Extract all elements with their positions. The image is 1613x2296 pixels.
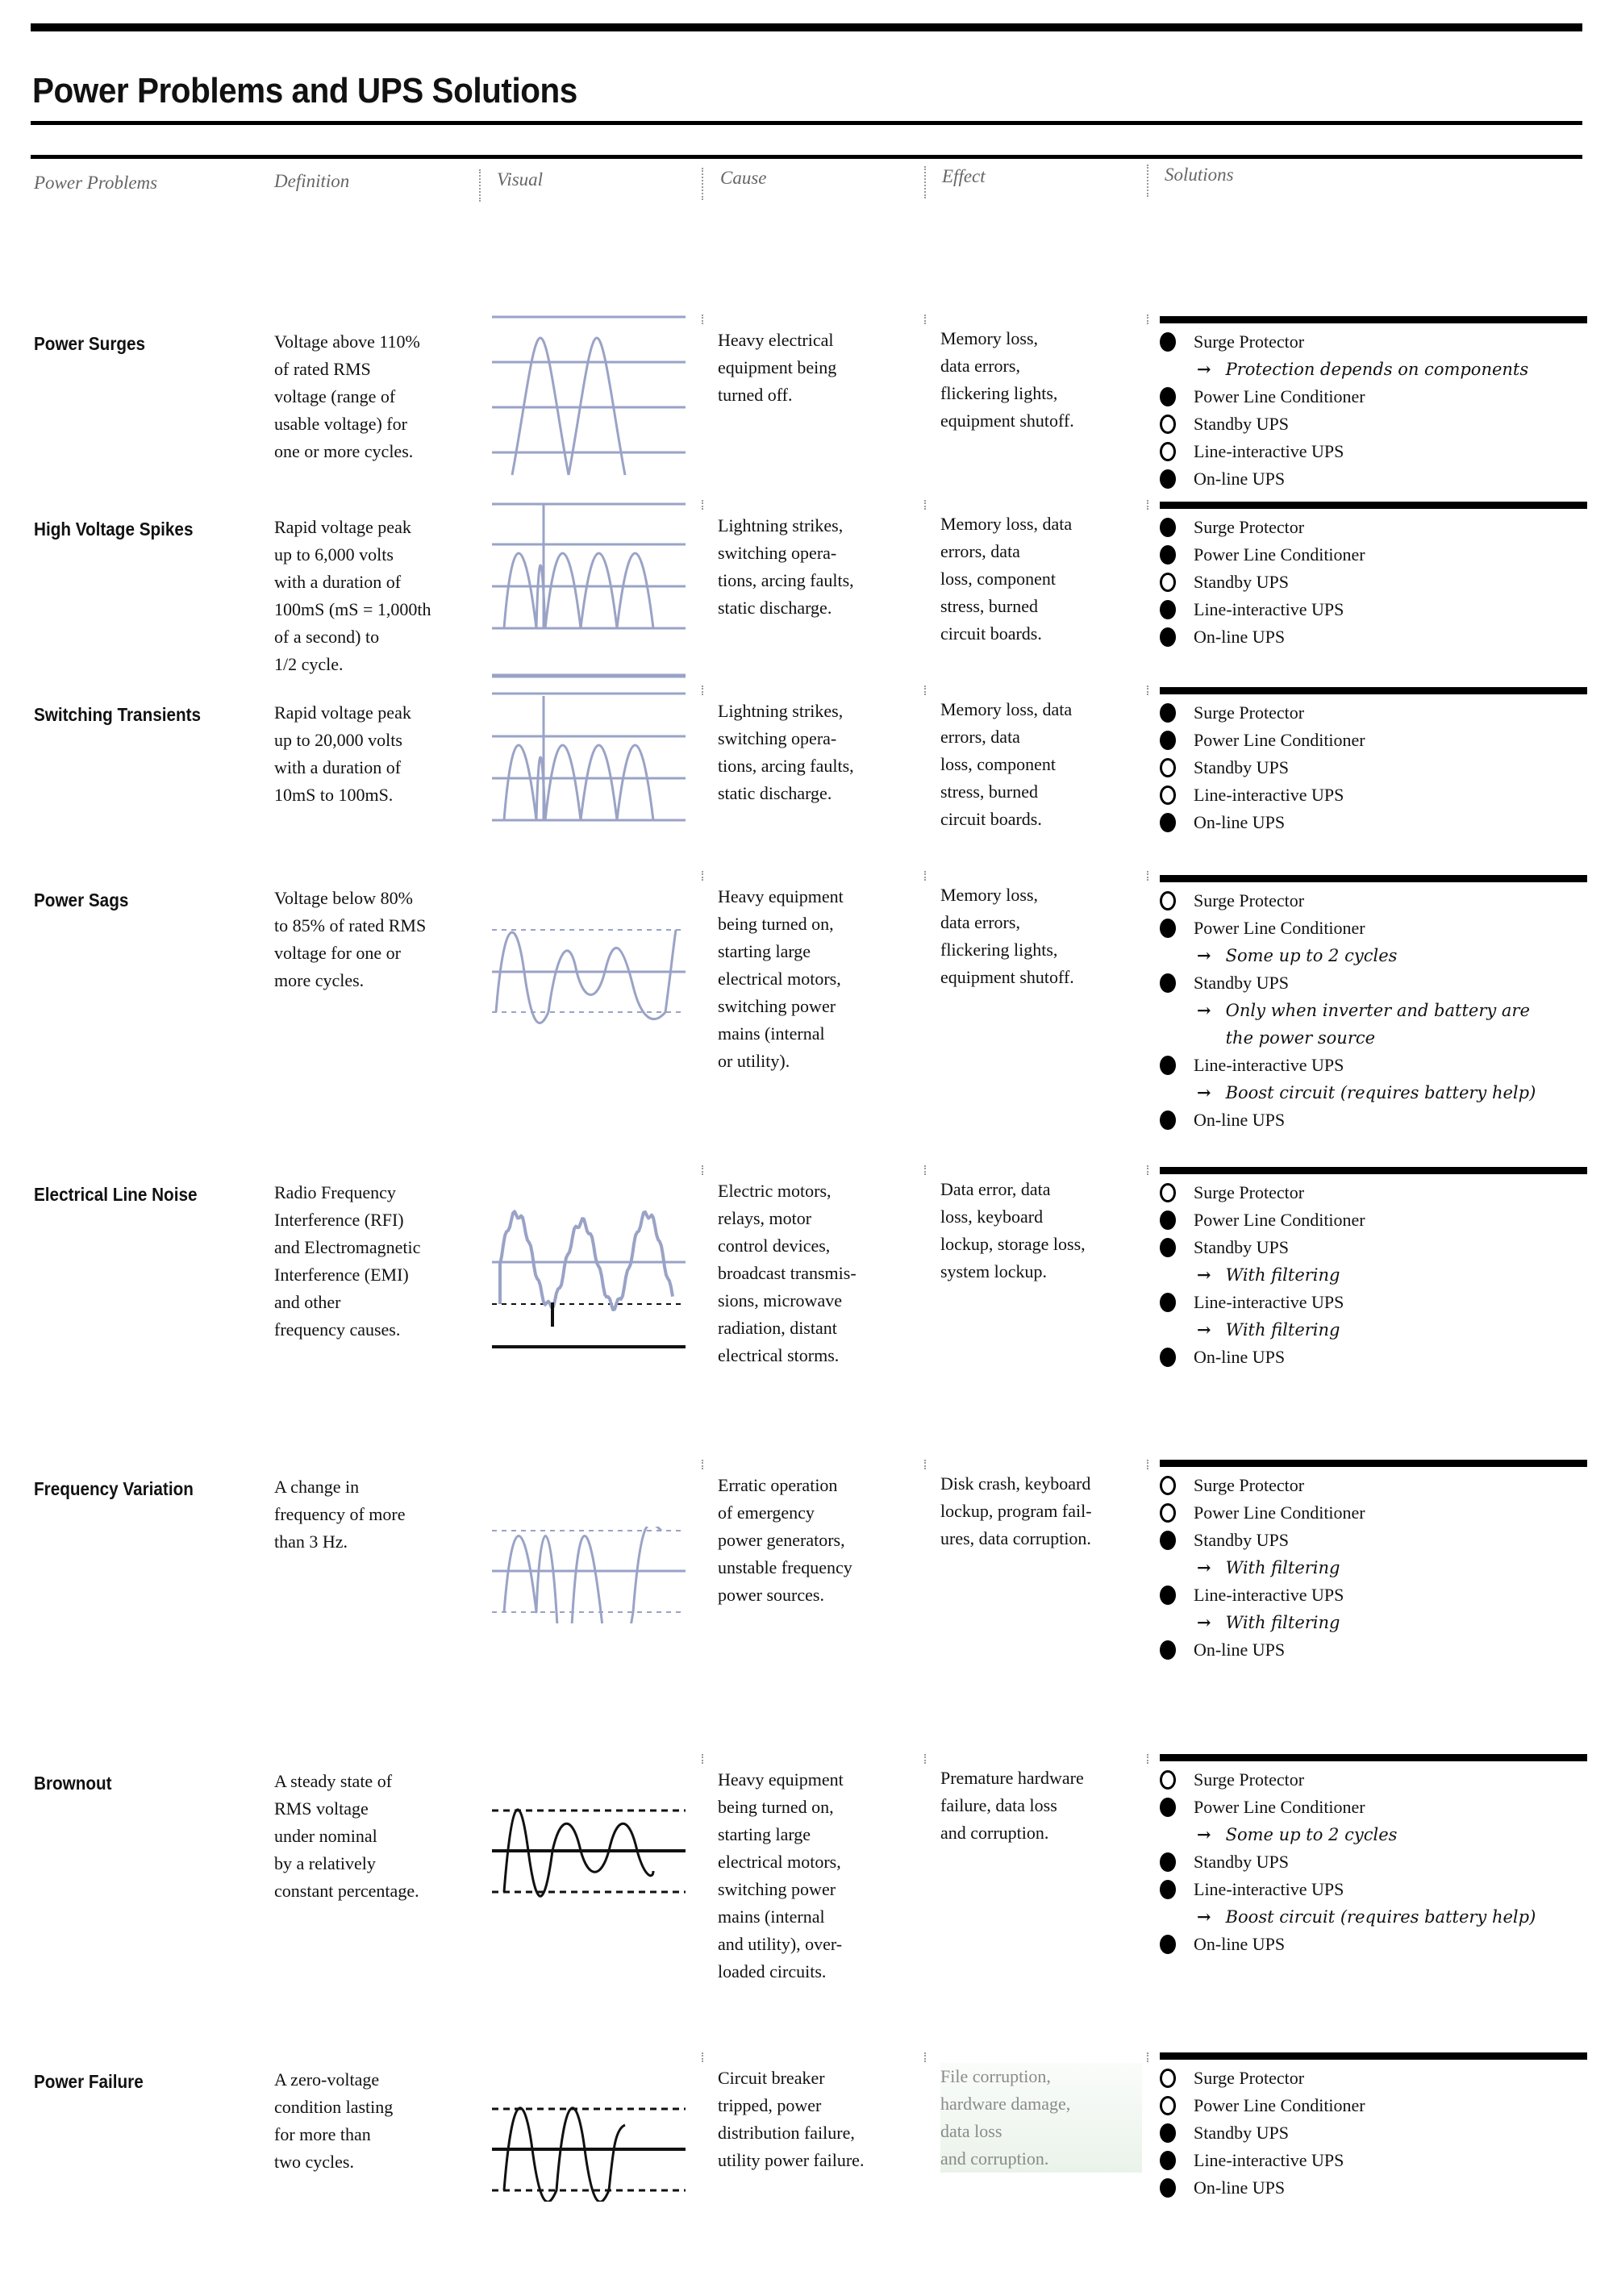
column-divider [702,1754,703,1764]
visual-noise-waveform [492,1206,686,1359]
solution-label: Standby UPS [1194,1852,1289,1872]
column-header-solutions: Solutions [1165,165,1234,185]
title-rule [31,121,1582,125]
solutions-list [1160,502,1587,651]
solution-note [1160,1261,1587,1289]
empty-circle-icon [1160,891,1176,910]
empty-circle-icon [1160,758,1176,777]
solution-label: Power Line Conditioner [1194,2095,1365,2115]
filled-circle-icon [1160,973,1176,993]
definition-text: Radio Frequency Interference (RFI) and Electromagnetic Interference (EMI) and other frequency causes. [274,1182,421,1340]
column-header-visual: Visual [497,169,544,190]
solution-item [1160,915,1587,942]
problem-name: Brownout [34,1773,112,1794]
solution-label: On-line UPS [1194,469,1286,489]
column-divider [702,500,703,510]
solution-item [1160,1499,1587,1527]
sine-wave [504,745,653,820]
definition-text: Rapid voltage peak up to 6,000 volts with a duration of 100mS (mS = 1,000th of a second) to 1/2 cycle. [274,517,431,674]
solution-label: Power Line Conditioner [1194,1502,1365,1523]
solution-label: Surge Protector [1194,1769,1305,1790]
problem-name: High Voltage Spikes [34,519,194,540]
column-divider [924,1460,926,1469]
solution-note-text: With filtering [1225,1265,1340,1285]
column-divider [924,500,926,510]
column-divider [1147,1165,1148,1175]
filled-circle-icon [1160,469,1176,489]
column-divider [702,315,703,324]
column-divider [1147,500,1148,510]
solution-item [1160,465,1587,493]
definition-text: A change in frequency of more than 3 Hz. [274,1477,406,1552]
solution-item [1160,541,1587,569]
empty-circle-icon [1160,442,1176,461]
solution-item [1160,1106,1587,1134]
solution-label: Standby UPS [1194,2123,1289,2143]
noise-wave [500,1211,673,1310]
empty-circle-icon [1160,2069,1176,2088]
solution-item [1160,569,1587,596]
column-divider [1147,2052,1148,2062]
solution-item [1160,2092,1587,2119]
solution-item [1160,754,1587,781]
solution-item [1160,1052,1587,1079]
solution-note [1160,1821,1587,1848]
filled-circle-icon [1160,545,1176,565]
cause-text: Erratic operation of emergency power generators, unstable frequency power sources. [718,1475,852,1605]
arrow-right-icon: → [1197,945,1211,965]
solution-item [1160,1527,1587,1554]
column-divider [924,685,926,695]
solution-label: Line-interactive UPS [1194,785,1344,805]
solutions-divider [1160,1460,1587,1467]
filled-circle-icon [1160,1211,1176,1230]
cause-text: Heavy electrical equipment being turned off. [718,330,837,405]
solution-item [1160,1206,1587,1234]
filled-circle-icon [1160,731,1176,750]
brownout-waveform-icon [492,1806,686,1903]
filled-circle-icon [1160,2151,1176,2170]
solution-label: Line-interactive UPS [1194,599,1344,619]
solution-item [1160,1636,1587,1664]
solution-item [1160,1931,1587,1958]
solution-label: Standby UPS [1194,1530,1289,1550]
filled-circle-icon [1160,1293,1176,1312]
solution-note-text: Some up to 2 cycles [1225,1825,1398,1844]
cause-text: Circuit breaker tripped, power distribution failure, utility power failure. [718,2068,865,2170]
solution-label: Line-interactive UPS [1194,1585,1344,1605]
filled-circle-icon [1160,332,1176,352]
column-divider [924,2052,926,2062]
filled-circle-icon [1160,1531,1176,1550]
solution-label: Standby UPS [1194,757,1289,777]
effect-text: Memory loss, data errors, data loss, component stress, burned circuit boards. [940,514,1073,644]
filled-circle-icon [1160,1852,1176,1872]
column-divider [702,871,703,881]
effect-text: File corruption, hardware damage, data loss and corruption. [940,2063,1142,2173]
visual-surge-waveform [492,314,686,485]
solution-item [1160,887,1587,915]
arrow-right-icon: → [1197,1319,1211,1340]
solutions-list [1160,875,1587,1134]
filled-circle-icon [1160,1640,1176,1660]
solution-note-text: Boost circuit (requires battery help) [1225,1083,1536,1102]
solution-label: Standby UPS [1194,414,1289,434]
solution-note-text: Some up to 2 cycles [1225,946,1398,965]
transient-waveform-icon [492,673,686,860]
filled-circle-icon [1160,703,1176,723]
filled-circle-icon [1160,2123,1176,2143]
column-divider [924,315,926,324]
arrow-right-icon: → [1197,1000,1211,1020]
solution-note [1160,942,1587,969]
solution-item [1160,1344,1587,1371]
solution-label: Power Line Conditioner [1194,544,1365,565]
solution-item [1160,1581,1587,1609]
arrow-right-icon: → [1197,359,1211,379]
column-divider [1147,315,1148,324]
failure-wave [504,2108,625,2202]
column-divider [1147,1460,1148,1469]
column-divider [702,1165,703,1175]
problem-name: Power Surges [34,333,146,354]
definition-text: Rapid voltage peak up to 20,000 volts with a duration of 10mS to 100mS. [274,702,411,805]
solution-label: Surge Protector [1194,2068,1305,2088]
solution-item [1160,1876,1587,1903]
effect-text: Premature hardware failure, data loss and corruption. [940,1768,1084,1843]
empty-circle-icon [1160,573,1176,592]
solution-label: Power Line Conditioner [1194,1797,1365,1817]
filled-circle-icon [1160,1798,1176,1817]
column-divider [1147,1754,1148,1764]
problem-name: Electrical Line Noise [34,1184,198,1205]
column-divider [924,1165,926,1175]
column-header-definition: Definition [274,171,350,191]
column-divider [702,168,703,200]
filled-circle-icon [1160,813,1176,832]
solution-label: On-line UPS [1194,1640,1286,1660]
problem-name: Switching Transients [34,704,202,725]
solution-label: On-line UPS [1194,1347,1286,1367]
solutions-divider [1160,2052,1587,2060]
filled-circle-icon [1160,600,1176,619]
column-divider [1147,165,1148,197]
solution-note-text: Protection depends on components [1225,360,1529,379]
solutions-divider [1160,1754,1587,1761]
column-divider [1147,685,1148,695]
solutions-divider [1160,1167,1587,1174]
solutions-list [1160,1167,1587,1371]
arrow-right-icon: → [1197,1082,1211,1102]
solution-label: Surge Protector [1194,702,1305,723]
sag-waveform-icon [492,922,686,1027]
solution-label: On-line UPS [1194,2177,1286,2198]
empty-circle-icon [1160,1770,1176,1790]
solutions-divider [1160,502,1587,509]
arrow-right-icon: → [1197,1906,1211,1927]
effect-text: Memory loss, data errors, data loss, component stress, burned circuit boards. [940,699,1073,829]
solution-label: On-line UPS [1194,627,1286,647]
solution-label: Power Line Conditioner [1194,730,1365,750]
solution-note [1160,1316,1587,1344]
solutions-list [1160,1754,1587,1958]
top-rule [31,23,1582,31]
solutions-list [1160,2052,1587,2202]
filled-circle-icon [1160,1348,1176,1367]
column-divider [924,871,926,881]
noise-waveform-icon [492,1206,686,1359]
brownout-wave [504,1810,653,1896]
arrow-right-icon: → [1197,1612,1211,1632]
solution-note [1160,1554,1587,1581]
header-rule [31,155,1582,159]
solution-label: Line-interactive UPS [1194,1292,1344,1312]
definition-text: Voltage above 110% of rated RMS voltage (range of usable voltage) for one or more cycles. [274,331,420,461]
sag-wave [496,930,676,1023]
column-divider [702,2052,703,2062]
solutions-list [1160,687,1587,836]
solution-note [1160,1903,1587,1931]
effect-text: Data error, data loss, keyboard lockup, storage loss, system lockup. [940,1179,1086,1281]
column-divider [702,1460,703,1469]
solution-item [1160,410,1587,438]
definition-text: A steady state of RMS voltage under nominal by a relatively constant percentage. [274,1771,419,1901]
solution-label: Power Line Conditioner [1194,1210,1365,1230]
filled-circle-icon [1160,627,1176,647]
solution-item [1160,596,1587,623]
empty-circle-icon [1160,1476,1176,1495]
filled-circle-icon [1160,387,1176,406]
filled-circle-icon [1160,1110,1176,1130]
cause-text: Heavy equipment being turned on, starting large electrical motors, switching power mains (internal and utility), over- loaded circuits. [718,1769,844,1981]
spike-waveform-icon [492,498,686,685]
visual-sag-waveform [492,922,686,1027]
solution-item [1160,781,1587,809]
solution-label: Surge Protector [1194,1475,1305,1495]
filled-circle-icon [1160,1880,1176,1899]
solution-item [1160,1848,1587,1876]
solutions-divider [1160,316,1587,323]
solution-note [1160,356,1587,383]
solution-item [1160,1179,1587,1206]
solution-item [1160,1766,1587,1794]
frequency-waveform-icon [492,1527,686,1623]
filled-circle-icon [1160,1056,1176,1075]
solution-item [1160,623,1587,651]
solution-item [1160,1234,1587,1261]
page-title: Power Problems and UPS Solutions [32,71,577,110]
column-header-effect: Effect [942,166,986,186]
empty-circle-icon [1160,785,1176,805]
solution-item [1160,809,1587,836]
solutions-divider [1160,687,1587,694]
arrow-right-icon: → [1197,1824,1211,1844]
filled-circle-icon [1160,1935,1176,1954]
filled-circle-icon [1160,518,1176,537]
solutions-divider [1160,875,1587,882]
solution-note-text: With filtering [1225,1613,1340,1632]
filled-circle-icon [1160,919,1176,938]
solution-label: Standby UPS [1194,973,1289,993]
column-header-cause: Cause [720,168,767,188]
visual-failure-waveform [492,2105,686,2202]
definition-text: Voltage below 80% to 85% of rated RMS voltage for one or more cycles. [274,888,427,990]
cause-text: Heavy equipment being turned on, starting large electrical motors, switching power mains (internal or utility). [718,886,844,1071]
empty-circle-icon [1160,1183,1176,1202]
effect-text: Memory loss, data errors, flickering lights, equipment shutoff. [940,328,1074,431]
column-divider [924,1754,926,1764]
problem-name: Power Sags [34,890,129,910]
solution-item [1160,969,1587,997]
solution-item [1160,514,1587,541]
column-divider [479,169,481,202]
solution-item [1160,1472,1587,1499]
solution-note-text: Boost circuit (requires battery help) [1225,1907,1536,1927]
solution-note [1160,1079,1587,1106]
solution-label: Line-interactive UPS [1194,441,1344,461]
column-divider [1147,871,1148,881]
solution-item [1160,328,1587,356]
solution-label: Line-interactive UPS [1194,1055,1344,1075]
cause-text: Lightning strikes, switching opera- tions, arcing faults, static discharge. [718,701,854,803]
solution-note-text: With filtering [1225,1558,1340,1577]
solution-item [1160,2174,1587,2202]
solution-note [1160,1609,1587,1636]
effect-text: Memory loss, data errors, flickering lights, equipment shutoff. [940,885,1074,987]
column-divider [924,166,926,198]
solution-label: Surge Protector [1194,1182,1305,1202]
solution-note-text: With filtering [1225,1320,1340,1340]
solution-item [1160,2065,1587,2092]
solution-label: Power Line Conditioner [1194,386,1365,406]
solution-label: Line-interactive UPS [1194,1879,1344,1899]
arrow-right-icon: → [1197,1557,1211,1577]
visual-frequency-waveform [492,1527,686,1623]
cause-text: Electric motors, relays, motor control devices, broadcast transmis- sions, microwave radiation, distant electrical storms. [718,1181,857,1365]
empty-circle-icon [1160,415,1176,434]
filled-circle-icon [1160,2178,1176,2198]
solution-note [1160,997,1587,1052]
visual-transient-waveform [492,673,686,860]
solutions-list [1160,316,1587,493]
solution-item [1160,1794,1587,1821]
sine-wave [504,553,653,628]
surge-waveform-icon [492,314,686,485]
solution-label: Standby UPS [1194,1237,1289,1257]
visual-brownout-waveform [492,1806,686,1903]
empty-circle-icon [1160,1503,1176,1523]
solution-item [1160,699,1587,727]
solution-note-text: Only when inverter and battery are the power source [1225,1001,1530,1048]
solution-label: Standby UPS [1194,572,1289,592]
frequency-wave [504,1527,661,1623]
empty-circle-icon [1160,2096,1176,2115]
solution-label: On-line UPS [1194,1934,1286,1954]
problem-name: Frequency Variation [34,1478,194,1499]
solution-label: On-line UPS [1194,1110,1286,1130]
solutions-list [1160,1460,1587,1664]
visual-spike-waveform [492,498,686,685]
definition-text: A zero-voltage condition lasting for more than two cycles. [274,2069,394,2172]
solution-item [1160,438,1587,465]
solution-label: Surge Protector [1194,517,1305,537]
column-divider [702,685,703,695]
solution-item [1160,727,1587,754]
solution-item [1160,2147,1587,2174]
solution-label: Surge Protector [1194,890,1305,910]
solution-label: Line-interactive UPS [1194,2150,1344,2170]
solution-item [1160,1289,1587,1316]
solution-label: On-line UPS [1194,812,1286,832]
cause-text: Lightning strikes, switching opera- tions, arcing faults, static discharge. [718,515,854,618]
solution-label: Surge Protector [1194,331,1305,352]
solution-label: Power Line Conditioner [1194,918,1365,938]
solution-item [1160,383,1587,410]
failure-waveform-icon [492,2105,686,2202]
effect-text: Disk crash, keyboard lockup, program fail- ures, data corruption. [940,1473,1092,1548]
solution-item [1160,2119,1587,2147]
problem-name: Power Failure [34,2071,144,2092]
filled-circle-icon [1160,1586,1176,1605]
column-header-power-problems: Power Problems [34,173,158,193]
filled-circle-icon [1160,1238,1176,1257]
arrow-right-icon: → [1197,1265,1211,1285]
